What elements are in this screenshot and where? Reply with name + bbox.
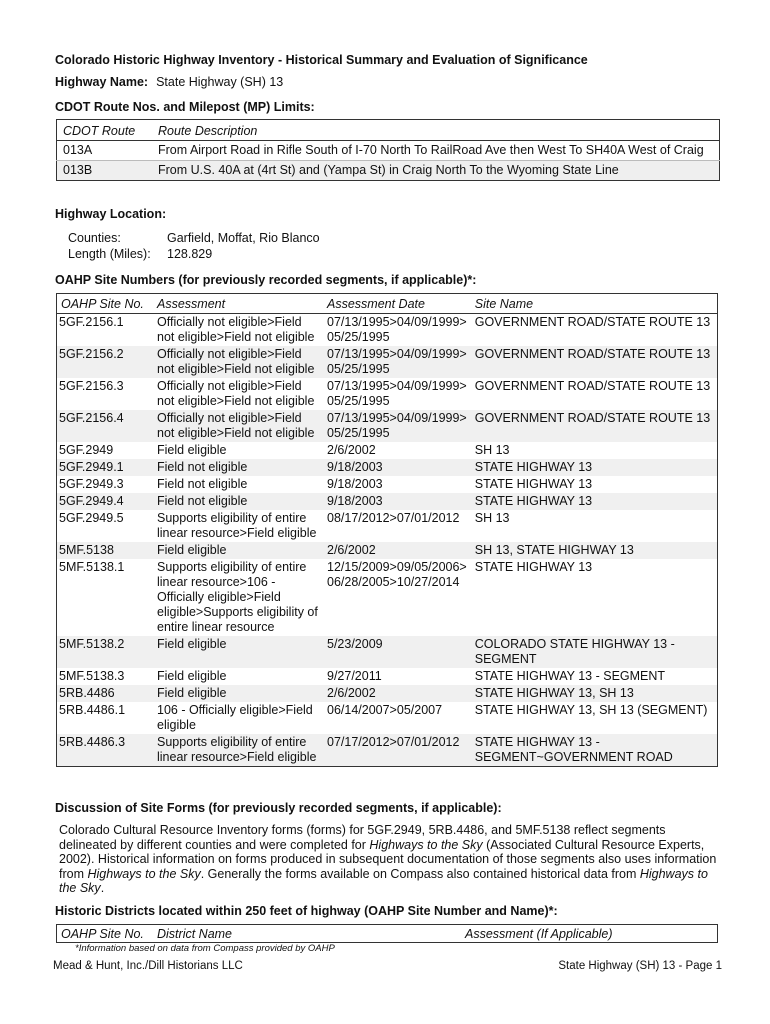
oahp-site-name: GOVERNMENT ROAD/STATE ROUTE 13 bbox=[471, 410, 718, 442]
oahp-assessment: Officially not eligible>Field not eligible>Field not eligible bbox=[157, 315, 315, 344]
citation: Highways to the Sky bbox=[87, 866, 201, 881]
footer-page: State Highway (SH) 13 - Page 1 bbox=[558, 960, 722, 972]
oahp-assessment: Supports eligibility of entire linear resource>Field eligible bbox=[157, 511, 317, 540]
oahp-assessment-date: 07/13/1995>04/09/1999> 05/25/1995 bbox=[323, 346, 471, 378]
route-number: 013A bbox=[57, 141, 153, 161]
oahp-site-number: 5GF.2949.5 bbox=[59, 511, 124, 525]
oahp-assessment-date: 2/6/2002 bbox=[327, 443, 376, 457]
oahp-assessment-date: 9/27/2011 bbox=[327, 669, 382, 683]
districts-heading: Historic Districts located within 250 feet of highway (OAHP Site Number and Name)*: bbox=[55, 904, 558, 918]
oahp-site-name: GOVERNMENT ROAD/STATE ROUTE 13 bbox=[471, 346, 718, 378]
oahp-assessment: Supports eligibility of entire linear resource>Field eligible bbox=[153, 734, 323, 767]
routes-heading: CDOT Route Nos. and Milepost (MP) Limits: bbox=[55, 100, 315, 114]
discussion-heading: Discussion of Site Forms (for previously recorded segments, if applicable): bbox=[55, 801, 502, 815]
oahp-assessment-date: 9/18/2003 bbox=[323, 459, 471, 476]
oahp-site-name: STATE HIGHWAY 13 bbox=[471, 493, 718, 510]
districts-table bbox=[56, 924, 718, 943]
location-heading: Highway Location: bbox=[55, 207, 167, 221]
table-row bbox=[57, 346, 718, 378]
oahp-site-name: STATE HIGHWAY 13 bbox=[474, 477, 593, 491]
highway-name bbox=[55, 75, 283, 89]
oahp-assessment-date: 12/15/2009>09/05/2006> 06/28/2005>10/27/2014 bbox=[327, 560, 467, 589]
oahp-col-site: OAHP Site No. bbox=[57, 294, 154, 314]
table-row bbox=[57, 510, 718, 542]
oahp-assessment-date: 2/6/2002 bbox=[323, 542, 471, 559]
districts-col-site: OAHP Site No. bbox=[61, 927, 144, 941]
oahp-site-number: 5GF.2949.3 bbox=[59, 477, 124, 491]
oahp-site-name: STATE HIGHWAY 13 - SEGMENT bbox=[474, 669, 666, 683]
counties-value: Garfield, Moffat, Rio Blanco bbox=[167, 231, 320, 245]
table-row bbox=[57, 702, 718, 734]
oahp-assessment: Field not eligible bbox=[153, 493, 323, 510]
oahp-heading: OAHP Site Numbers (for previously recorded segments, if applicable)*: bbox=[55, 273, 477, 287]
oahp-assessment: Field eligible bbox=[157, 669, 227, 683]
oahp-assessment: Officially not eligible>Field not eligible>Field not eligible bbox=[153, 410, 323, 442]
oahp-site-number: 5MF.5138 bbox=[57, 542, 154, 559]
oahp-site-name: GOVERNMENT ROAD/STATE ROUTE 13 bbox=[474, 315, 711, 329]
citation: Highways to the Sky bbox=[369, 837, 483, 852]
oahp-site-number: 5GF.2156.1 bbox=[59, 315, 124, 329]
oahp-site-number: 5RB.4486.1 bbox=[59, 703, 126, 717]
counties-label: Counties: bbox=[68, 231, 121, 245]
oahp-site-name: STATE HIGHWAY 13, SH 13 bbox=[471, 685, 718, 702]
citation: Highways to the Sky bbox=[59, 866, 708, 896]
table-row bbox=[57, 542, 718, 559]
oahp-site-name: SH 13, STATE HIGHWAY 13 bbox=[471, 542, 718, 559]
oahp-col-date: Assessment Date bbox=[323, 294, 471, 314]
highway-name-value: State Highway (SH) 13 bbox=[156, 75, 284, 89]
oahp-assessment: Officially not eligible>Field not eligible>Field not eligible bbox=[153, 346, 323, 378]
oahp-assessment-date: 5/23/2009 bbox=[323, 636, 471, 668]
table-row bbox=[57, 378, 718, 410]
oahp-site-name: STATE HIGHWAY 13 bbox=[471, 459, 718, 476]
oahp-site-number: 5GF.2156.3 bbox=[59, 379, 124, 393]
oahp-assessment-date: 9/18/2003 bbox=[323, 493, 471, 510]
oahp-site-number: 5GF.2949.4 bbox=[57, 493, 154, 510]
oahp-assessment-date: 06/14/2007>05/2007 bbox=[327, 703, 443, 717]
oahp-site-number: 5GF.2949 bbox=[59, 443, 114, 457]
oahp-site-number: 5GF.2156.4 bbox=[57, 410, 154, 442]
oahp-site-name: STATE HIGHWAY 13 bbox=[474, 560, 593, 574]
routes-col-route: CDOT Route bbox=[57, 120, 153, 141]
length-label: Length (Miles): bbox=[68, 247, 151, 261]
oahp-assessment: Field eligible bbox=[157, 443, 227, 457]
table-row bbox=[57, 442, 718, 459]
oahp-assessment: Field not eligible bbox=[153, 459, 323, 476]
page-title: Colorado Historic Highway Inventory - Historical Summary and Evaluation of Significance bbox=[55, 53, 588, 67]
discussion-text: Colorado Cultural Resource Inventory forms (forms) for 5GF.2949, 5RB.4486, and 5MF.5138 reflect segments delineated by different counties and were completed for Highways to the Sky (Associated Cultural Resource Experts, 2002). Historical information on forms produced in subsequent documentation of those segments also uses information from Highways to the Sky. Generally the forms available on Compass also contained historical data from Highways to the Sky. bbox=[59, 823, 717, 896]
oahp-assessment: Field eligible bbox=[153, 542, 323, 559]
route-number: 013B bbox=[57, 161, 153, 181]
routes-col-desc: Route Description bbox=[152, 120, 720, 141]
oahp-col-assessment: Assessment bbox=[153, 294, 323, 314]
route-description: From U.S. 40A at (4rt St) and (Yampa St) in Craig North To the Wyoming State Line bbox=[152, 161, 720, 181]
oahp-assessment-date: 07/13/1995>04/09/1999> 05/25/1995 bbox=[327, 379, 467, 408]
oahp-assessment: Supports eligibility of entire linear resource>106 - Officially eligible>Field eligible>Supports eligibility of entire linear resource bbox=[157, 560, 318, 634]
oahp-site-number: 5RB.4486.3 bbox=[57, 734, 154, 767]
highway-name-label: Highway Name: bbox=[55, 75, 149, 89]
oahp-assessment: Field eligible bbox=[153, 636, 323, 668]
oahp-assessment-date: 08/17/2012>07/01/2012 bbox=[327, 511, 460, 525]
oahp-assessment: Field eligible bbox=[153, 685, 323, 702]
table-row bbox=[57, 476, 718, 493]
oahp-assessment-date: 07/13/1995>04/09/1999> 05/25/1995 bbox=[323, 410, 471, 442]
oahp-site-number: 5MF.5138.1 bbox=[59, 560, 125, 574]
oahp-site-number: 5MF.5138.3 bbox=[59, 669, 125, 683]
oahp-site-number: 5MF.5138.2 bbox=[57, 636, 154, 668]
oahp-assessment-date: 07/13/1995>04/09/1999> 05/25/1995 bbox=[327, 315, 467, 344]
oahp-site-number: 5GF.2156.2 bbox=[57, 346, 154, 378]
districts-col-name: District Name bbox=[157, 927, 233, 941]
table-row bbox=[57, 161, 720, 181]
length-value: 128.829 bbox=[167, 247, 213, 261]
location-block bbox=[68, 230, 320, 262]
table-row bbox=[57, 734, 718, 767]
oahp-assessment-date: 9/18/2003 bbox=[327, 477, 383, 491]
oahp-assessment: Officially not eligible>Field not eligible>Field not eligible bbox=[157, 379, 315, 408]
oahp-site-number: 5RB.4486 bbox=[57, 685, 154, 702]
oahp-site-number: 5GF.2949.1 bbox=[57, 459, 154, 476]
table-row bbox=[57, 685, 718, 702]
oahp-site-name: GOVERNMENT ROAD/STATE ROUTE 13 bbox=[474, 379, 711, 393]
footer-left: Mead & Hunt, Inc./Dill Historians LLC bbox=[53, 960, 243, 972]
oahp-assessment: 106 - Officially eligible>Field eligible bbox=[157, 703, 313, 732]
oahp-table bbox=[56, 293, 718, 767]
route-description: From Airport Road in Rifle South of I-70 North To RailRoad Ave then West To SH40A West of Craig bbox=[152, 141, 720, 161]
table-row bbox=[57, 668, 718, 685]
routes-table bbox=[56, 119, 720, 181]
table-row bbox=[57, 559, 718, 636]
table-row bbox=[57, 410, 718, 442]
districts-col-assessment: Assessment (If Applicable) bbox=[465, 927, 613, 941]
oahp-site-name: COLORADO STATE HIGHWAY 13 - SEGMENT bbox=[471, 636, 718, 668]
table-row bbox=[57, 314, 718, 347]
table-row bbox=[57, 459, 718, 476]
oahp-site-name: STATE HIGHWAY 13, SH 13 (SEGMENT) bbox=[474, 703, 708, 717]
oahp-assessment: Field not eligible bbox=[157, 477, 248, 491]
oahp-col-name: Site Name bbox=[471, 294, 718, 314]
table-row bbox=[57, 493, 718, 510]
oahp-site-name: SH 13 bbox=[474, 511, 510, 525]
oahp-site-name: SH 13 bbox=[474, 443, 510, 457]
oahp-site-name: STATE HIGHWAY 13 - SEGMENT~GOVERNMENT ROAD bbox=[471, 734, 718, 767]
oahp-assessment-date: 07/17/2012>07/01/2012 bbox=[323, 734, 471, 767]
table-row bbox=[57, 141, 720, 161]
oahp-assessment-date: 2/6/2002 bbox=[323, 685, 471, 702]
footnote: *Information based on data from Compass provided by OAHP bbox=[75, 943, 335, 954]
table-row bbox=[57, 636, 718, 668]
